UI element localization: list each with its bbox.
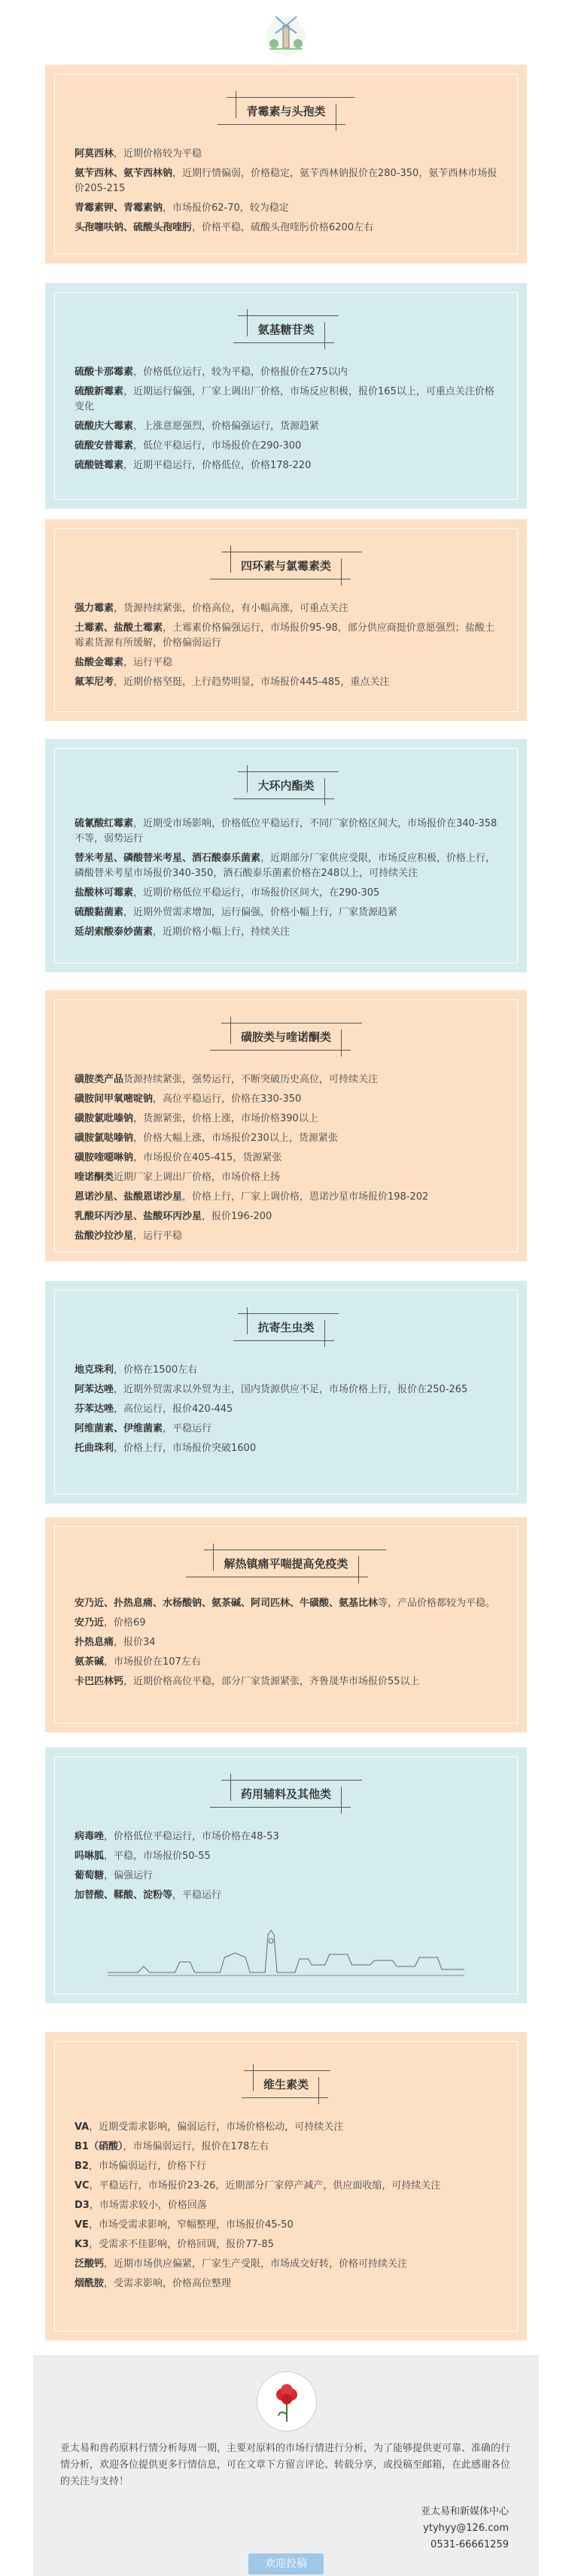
footer-contact [421, 2504, 509, 2553]
list-item: 安乃近、扑热息痛、水杨酸钠、氨茶碱、阿司匹林、牛磺酸、氨基比林等，产品价格都较为平稳。 [75, 1598, 496, 1609]
section-title: 大环内酯类 [244, 773, 327, 798]
list-item: D3，市场需求较小，价格回落 [75, 2200, 207, 2211]
list-item: 病毒唑，价格低位平稳运行，市场价格在48-53 [75, 1831, 279, 1842]
section-antipyretic [45, 1517, 527, 1732]
section-title: 药用辅料及其他类 [227, 1781, 345, 1806]
section-aminoglycoside [45, 283, 527, 509]
list-item: 加替酸、鞣酸、淀粉等，平稳运行 [75, 1890, 222, 1901]
section-excipients [45, 1747, 527, 2003]
footer-description: 亚太易和兽药原料行情分析每周一期，主要对原料的市场行情进行分析，为了能够提供更可靠、准确的行情分析，欢迎各位提供更多行情信息，可在文章下方留言评论、转载分享，或投稿至邮箱，在此感谢各位的关注与支持！ [60, 2443, 511, 2487]
list-item: VC，平稳运行，市场报价23-26，近期部分厂家停产减产，供应面收缩，可持续关注 [75, 2180, 441, 2191]
list-item: 氟苯尼考，近期价格坚挺，上行趋势明显，市场报价445-485，重点关注 [75, 677, 390, 688]
list-item: 硫氰酸红霉素，近期受市场影响，价格低位平稳运行，不同厂家价格区间大，市场报价在340-358不等，弱势运行 [75, 818, 497, 844]
list-item: 乳酸环丙沙星、盐酸环丙沙星，报价196-200 [75, 1211, 272, 1222]
list-item: 强力霉素，货源持续紧张，价格高位，有小幅高涨，可重点关注 [75, 603, 349, 614]
list-item: B1（硝酸），市场偏弱运行，报价在178左右 [75, 2141, 269, 2152]
list-item: 吗啉胍，平稳，市场报价50-55 [75, 1851, 211, 1862]
list-item: 氨苄西林、氨苄西林钠，近期行情偏弱，价格稳定，氨苄西林钠报价在280-350，氨苄西林市场报价205-215 [75, 168, 497, 194]
submit-article-button[interactable]: 欢迎投稿 [248, 2553, 324, 2574]
list-item: 盐酸沙拉沙星，运行平稳 [75, 1230, 183, 1242]
section-macrolide [45, 739, 527, 972]
list-item: VA，近期受需求影响，偏弱运行，市场价格松动，可持续关注 [75, 2121, 344, 2133]
section-vitamin [45, 2032, 527, 2340]
section-title: 青霉素与头孢类 [233, 99, 339, 123]
list-item: 磺胺氯吡嗪钠，货源紧张，价格上涨，市场价格390以上 [75, 1113, 318, 1124]
list-item: 阿苯达唑，近期外贸需求以外贸为主，国内货源供应不足，市场价格上行，报价在250-265 [75, 1384, 468, 1395]
list-item: 磺胺间甲氧嘧啶钠，高位平稳运行，价格在330-350 [75, 1093, 302, 1105]
list-item: 土霉素、盐酸土霉素，土霉素价格偏强运行，市场报价95-98，部分供应商挺价意愿强烈；盐酸土霉素货源有所缓解，价格偏弱运行 [75, 622, 494, 649]
section-sulfonamide [45, 990, 527, 1261]
section-penicillin [45, 65, 527, 263]
list-item: 地克珠利，价格在1500左右 [75, 1364, 198, 1376]
carnation-flower-icon [257, 2371, 317, 2432]
list-item: 硫酸庆大霉素，上涨意愿强烈，价格偏强运行，货源趋紧 [75, 421, 320, 432]
list-item: 恩诺沙星、盐酸恩诺沙星，价格上行，厂家上调价格，恩诺沙星市场报价198-202 [75, 1191, 429, 1203]
list-item: 延胡索酸泰妙菌素，近期价格小幅上行，持续关注 [75, 926, 291, 938]
list-item: B2，市场偏弱运行，价格下行 [75, 2161, 206, 2172]
list-item: 喹诺酮类近期厂家上调出厂价格，市场价格上扬 [75, 1172, 281, 1183]
list-item: 磺胺类产品货源持续紧张，强势运行，不断突破历史高位，可持续关注 [75, 1074, 379, 1085]
windmill-logo-icon [265, 11, 307, 59]
list-item: 硫酸新霉素，近期运行偏强，厂家上调出厂价格，市场反应积极，报价165以上，可重点关注价格变化 [75, 386, 494, 412]
list-item: 卡巴匹林钙，近期价格高位平稳，部分厂家货源紧张，齐鲁晟华市场报价55以上 [75, 1676, 420, 1687]
section-title: 解热镇痛平喘提高免疫类 [210, 1551, 361, 1576]
footer-phone[interactable]: 0531-66661259 [431, 2539, 509, 2550]
list-item: 芬苯达唑，高位运行，报价420-445 [75, 1404, 233, 1415]
list-item: 泛酸钙，近期市场供应偏紧，厂家生产受限，市场成交好转，价格可持续关注 [75, 2258, 408, 2270]
section-antiparasitic [45, 1281, 527, 1504]
footer [33, 2356, 539, 2576]
list-item: 青霉素钾、青霉素钠，市场报价62-70，较为稳定 [75, 202, 289, 214]
footer-email[interactable]: ytyhyy@126.com [423, 2523, 509, 2534]
list-item: 安乃近，价格69 [75, 1617, 146, 1629]
section-title: 维生素类 [250, 2072, 322, 2097]
list-item: 硫酸链霉素，近期平稳运行，价格低位，价格178-220 [75, 460, 312, 471]
section-title: 磺胺类与喹诺酮类 [227, 1024, 345, 1049]
list-item: 烟酰胺，受需求影响，价格高位整理 [75, 2278, 232, 2289]
list-item: 盐酸林可霉素，近期价格低位平稳运行，市场报价区间大，在290-305 [75, 887, 380, 899]
section-title: 氨基糖苷类 [244, 317, 327, 342]
section-title: 四环素与氯霉素类 [227, 553, 345, 578]
list-item: 硫酸卡那霉素，价格低位运行，较为平稳，价格报价在275以内 [75, 366, 348, 378]
list-item: 替米考星、磷酸替米考星、酒石酸泰乐菌素，近期部分厂家供应受限，市场反应积极，价格上行，磷酸替米考星市场报价340-350，酒石酸泰乐菌素价格在248以上，可持续关注 [75, 853, 496, 879]
city-skyline-illustration [108, 1920, 464, 1980]
list-item: 硫酸安普霉素，低位平稳运行，市场报价在290-300 [75, 440, 302, 452]
list-item: K3，受需求不佳影响，价格回调，报价77-85 [75, 2239, 274, 2250]
list-item: 阿维菌素、伊维菌素，平稳运行 [75, 1423, 212, 1434]
list-item: 盐酸金霉素，运行平稳 [75, 657, 173, 668]
list-item: VE，市场受需求影响，窄幅整理，市场报价45-50 [75, 2219, 294, 2231]
list-item: 磺胺喹噁啉钠，市场报价在405-415，货源紧张 [75, 1152, 282, 1163]
list-item: 头孢噻呋钠、硫酸头孢喹肟，价格平稳，硫酸头孢喹肟价格6200左右 [75, 222, 374, 233]
list-item: 磺胺氯哒嗪钠，价格大幅上涨，市场报价230以上，货源紧张 [75, 1133, 338, 1144]
section-tetracycline [45, 519, 527, 721]
list-item: 氨茶碱，市场报价在107左右 [75, 1656, 201, 1668]
section-title: 抗寄生虫类 [244, 1315, 327, 1340]
list-item: 阿莫西林，近期价格较为平稳 [75, 148, 202, 160]
list-item: 托曲珠利，价格上行，市场报价突破1600 [75, 1443, 257, 1454]
list-item: 扑热息痛，报价34 [75, 1637, 156, 1648]
list-item: 硫酸黏菌素，近期外贸需求增加，运行偏强，价格小幅上行，厂家货源趋紧 [75, 907, 398, 918]
list-item: 葡萄糖，偏强运行 [75, 1870, 154, 1881]
footer-org: 亚太易和新媒体中心 [420, 2506, 509, 2517]
